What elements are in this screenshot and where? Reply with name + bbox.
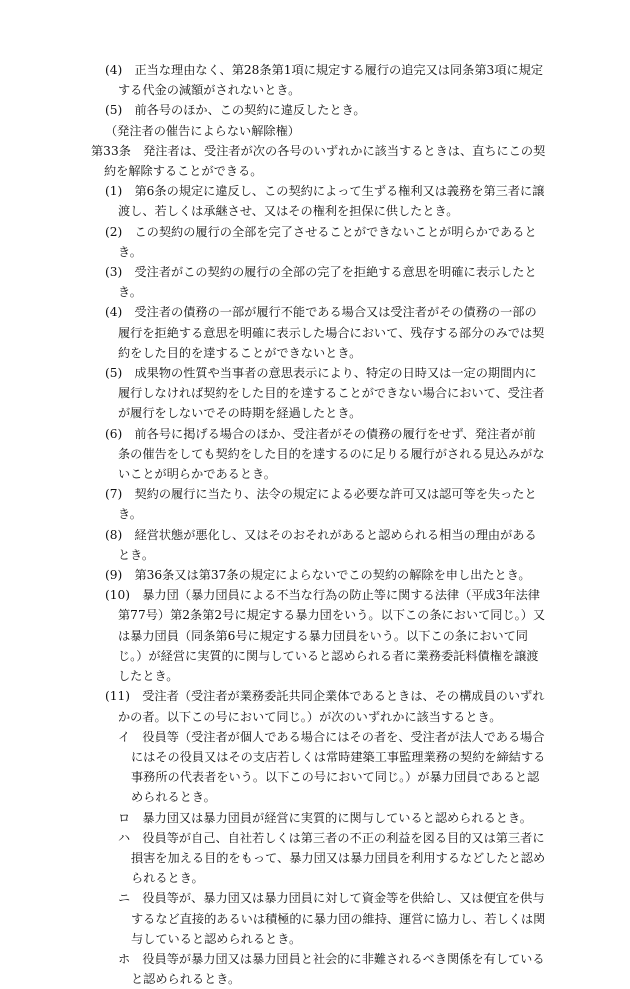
sub-clause-item: ニ 役員等が、暴力団又は暴力団員に対して資金等を供給し、又は便宜を供与するなど直接的あるいは積極的に暴力団の維持、運営に協力し、若しくは関与していると認められるとき。: [118, 891, 546, 946]
clause-item: (1) 第6条の規定に違反し、この契約によって生ずる権利又は義務を第三者に譲渡し、若しくは承継させ、又はその権利を担保に供したとき。: [105, 184, 545, 219]
sub-clause-item: イ 役員等（受注者が個人である場合にはその者を、受注者が法人である場合にはその役員又はその支店若しくは常時建築工事監理業務の契約を締結する事務所の代表者をいう。以下この号において同じ。）が暴力団員であると認められるとき。: [118, 729, 546, 805]
sub-clause-item: ハ 役員等が自己、自社若しくは第三者の不正の利益を図る目的又は第三者に損害を加える目的をもって、暴力団又は暴力団員を利用するなどしたと認められるとき。: [118, 830, 546, 886]
clause-item: (4) 受注者の債務の一部が履行不能である場合又は受注者がその債務の一部の履行を拒絶する意思を明確に表示した場合において、残存する部分のみでは契約をした目的を達することができないとき。: [105, 305, 545, 360]
article-caption: （発注者の催告によらない解除権）: [105, 123, 300, 138]
clause-item: (3) 受注者がこの契約の履行の全部の完了を拒絶する意思を明確に表示したとき。: [105, 265, 537, 300]
clause-item: (4) 正当な理由なく、第28条第1項に規定する履行の追完又は同条第3項に規定する代金の減額がされないとき。: [105, 63, 544, 98]
clause-item: (6) 前各号に掲げる場合のほか、受注者がその債務の履行をせず、発注者が前条の催告をしても契約をした目的を達するのに足りる履行がされる見込みがないことが明らかであるとき。: [105, 426, 545, 482]
clause-item: (9) 第36条又は第37条の規定によらないでこの契約の解除を申し出たとき。: [105, 568, 531, 583]
clause-item: (8) 経営状態が悪化し、又はそのおそれがあると認められる相当の理由があるとき。: [105, 527, 537, 562]
article-heading: 第33条 発注者は、受注者が次の各号のいずれかに該当するときは、直ちにこの契約を解除することができる。: [91, 143, 546, 179]
clause-item: (2) この契約の履行の全部を完了させることができないことが明らかであるとき。: [105, 224, 537, 259]
sub-clause-item: ホ 役員等が暴力団又は暴力団員と社会的に非難されるべき関係を有していると認められるとき。: [118, 951, 545, 987]
clause-item: (5) 前各号のほか、この契約に違反したとき。: [105, 103, 366, 118]
clause-item: (5) 成果物の性質や当事者の意思表示により、特定の日時又は一定の期間内に履行しなければ契約をした目的を達することができない場合において、受注者が履行をしないでその時期を経過したとき。: [105, 366, 545, 421]
sub-clause-item: ロ 暴力団又は暴力団員が経営に実質的に関与していると認められるとき。: [118, 810, 532, 825]
clause-item: (10) 暴力団（暴力団員による不当な行為の防止等に関する法律（平成3年法律第77号）第2条第2号に規定する暴力団をいう。以下この条において同じ。）又は暴力団員（同条第6号に規定する暴力団員をいう。以下この条において同じ。）が経営に実質的に関与していると認められる者に業務委託料債権を譲渡したとき。: [105, 588, 546, 684]
clause-item: (7) 契約の履行に当たり、法令の規定による必要な許可又は認可等を失ったとき。: [105, 487, 537, 522]
clause-item: (11) 受注者（受注者が業務委託共同企業体であるときは、その構成員のいずれかの者。以下この号において同じ。）が次のいずれかに該当するとき。: [105, 689, 545, 724]
